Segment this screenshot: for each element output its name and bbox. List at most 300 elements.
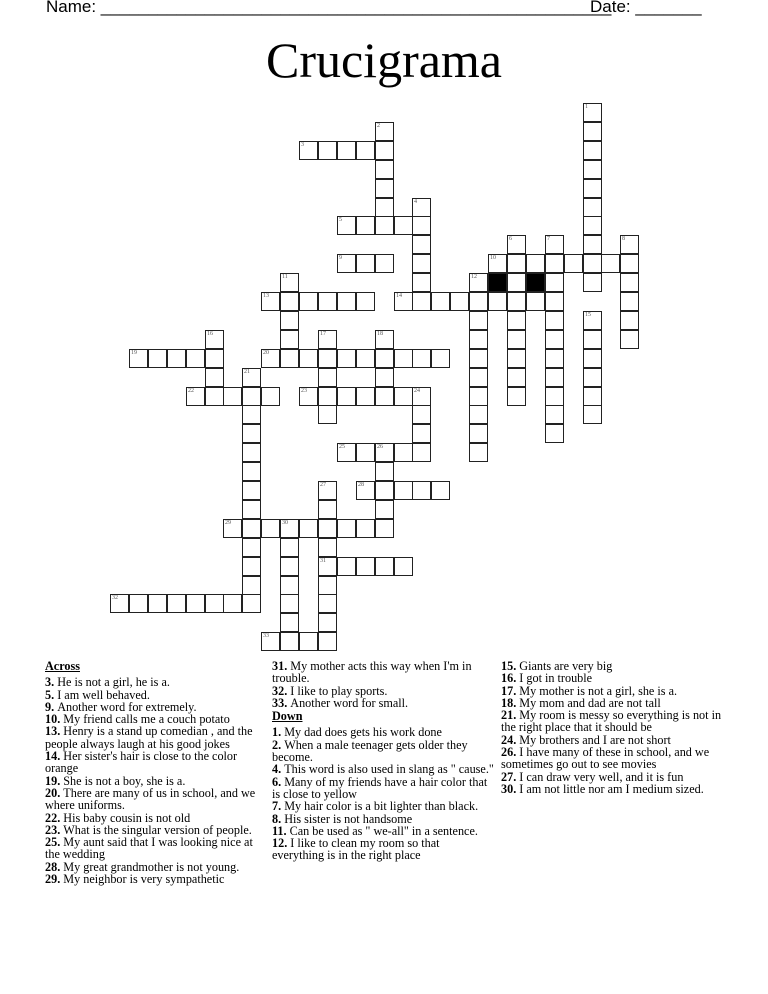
clue-number-label: 19. (45, 773, 64, 788)
grid-cell[interactable] (280, 519, 299, 538)
grid-cell[interactable] (620, 273, 639, 292)
grid-cell[interactable] (375, 368, 394, 387)
clue-number-label: 2. (272, 737, 285, 752)
grid-cell[interactable] (318, 387, 337, 406)
grid-cell[interactable] (242, 405, 261, 424)
clue-text: Another word for extremely. (57, 699, 197, 714)
clue-text: I can draw very well, and it is fun (519, 769, 684, 784)
grid-cell[interactable] (375, 160, 394, 179)
clue-number: 12 (471, 274, 477, 280)
clue-number: 11 (282, 274, 288, 280)
clue-number: 27 (320, 482, 326, 488)
grid-cell[interactable] (469, 292, 488, 311)
grid-cell[interactable] (242, 481, 261, 500)
grid-cell[interactable] (337, 443, 356, 462)
grid-cell[interactable] (545, 273, 564, 292)
clue-number: 29 (225, 520, 231, 526)
clue-number: 8 (622, 236, 625, 242)
grid-cell[interactable] (242, 557, 261, 576)
grid-cell[interactable] (583, 216, 602, 235)
clue-number: 30 (282, 520, 288, 526)
grid-cell[interactable] (469, 273, 488, 292)
grid-cell[interactable] (205, 594, 224, 613)
grid-cell[interactable] (545, 330, 564, 349)
grid-cell[interactable] (205, 349, 224, 368)
grid-cell[interactable] (583, 122, 602, 141)
grid-cell[interactable] (337, 519, 356, 538)
clue-text: My great grandmother is not young. (63, 859, 240, 874)
grid-cell[interactable] (620, 292, 639, 311)
clue-text: My mother is not a girl, she is a. (519, 683, 678, 698)
grid-cell[interactable] (412, 424, 431, 443)
grid-cell[interactable] (205, 387, 224, 406)
clue-number: 5 (339, 217, 342, 223)
grid-cell[interactable] (545, 254, 564, 273)
clue-text: He is not a girl, he is a. (57, 675, 170, 690)
clue-text: My hair color is a bit lighter than black. (284, 799, 479, 814)
grid-cell[interactable] (299, 349, 318, 368)
grid-cell[interactable] (507, 368, 526, 387)
clue-number: 3 (301, 142, 304, 148)
grid-cell[interactable] (375, 141, 394, 160)
grid-cell[interactable] (318, 405, 337, 424)
grid-cell[interactable] (186, 594, 205, 613)
grid-cell[interactable] (620, 330, 639, 349)
clue-number-label: 8. (272, 811, 285, 826)
grid-cell[interactable] (601, 254, 620, 273)
clue-number: 10 (490, 255, 496, 261)
grid-cell[interactable] (375, 349, 394, 368)
across-clue-list (45, 676, 267, 885)
grid-cell[interactable] (356, 254, 375, 273)
clue-item (45, 725, 267, 750)
across-clue-list-continued (272, 660, 494, 709)
black-square (488, 273, 507, 292)
clue-number-label: 7. (272, 799, 285, 814)
grid-cell[interactable] (507, 235, 526, 254)
date-field-label: Date: _______ (590, 0, 702, 16)
grid-cell[interactable] (337, 387, 356, 406)
clue-text: His baby cousin is not old (63, 810, 191, 825)
grid-cell[interactable] (375, 519, 394, 538)
clue-item (272, 660, 494, 685)
clue-number-label: 6. (272, 774, 285, 789)
clue-text: My neighbor is very sympathetic (63, 872, 225, 887)
clue-number-label: 3. (45, 675, 58, 690)
clue-number: 9 (339, 255, 342, 261)
grid-cell[interactable] (280, 538, 299, 557)
grid-cell[interactable] (318, 576, 337, 595)
clue-number: 1 (585, 104, 588, 110)
grid-cell[interactable] (545, 311, 564, 330)
clue-number-label: 33. (272, 695, 291, 710)
grid-cell[interactable] (507, 387, 526, 406)
grid-cell[interactable] (394, 216, 413, 235)
grid-cell[interactable] (583, 141, 602, 160)
grid-cell[interactable] (583, 160, 602, 179)
grid-cell[interactable] (318, 538, 337, 557)
clue-number: 7 (547, 236, 550, 242)
grid-cell[interactable] (469, 387, 488, 406)
grid-cell[interactable] (242, 519, 261, 538)
clue-text: What is the singular version of people. (63, 822, 252, 837)
clue-number: 21 (244, 369, 250, 375)
clue-number: 31 (320, 558, 326, 564)
grid-cell[interactable] (167, 594, 186, 613)
grid-cell[interactable] (583, 349, 602, 368)
grid-cell[interactable] (299, 519, 318, 538)
clue-number-label: 20. (45, 785, 64, 800)
clue-number-label: 18. (501, 695, 520, 710)
grid-cell[interactable] (280, 292, 299, 311)
clue-text: My room is messy so everything is not in the right place that it should be (501, 708, 722, 735)
clue-number: 18 (377, 331, 383, 337)
grid-cell[interactable] (261, 519, 280, 538)
clue-number: 25 (339, 444, 345, 450)
grid-cell[interactable] (318, 330, 337, 349)
grid-cell[interactable] (450, 292, 469, 311)
grid-cell[interactable] (583, 254, 602, 273)
grid-cell[interactable] (583, 387, 602, 406)
clue-number-label: 28. (45, 859, 64, 874)
grid-cell[interactable] (488, 292, 507, 311)
grid-cell[interactable] (280, 273, 299, 292)
clue-item (501, 709, 729, 734)
clue-number-label: 29. (45, 872, 64, 887)
grid-cell[interactable] (394, 387, 413, 406)
grid-cell[interactable] (318, 481, 337, 500)
clue-item (501, 746, 729, 771)
grid-cell[interactable] (318, 557, 337, 576)
clue-number: 19 (131, 350, 137, 356)
grid-cell[interactable] (261, 292, 280, 311)
grid-cell[interactable] (375, 481, 394, 500)
grid-cell[interactable] (129, 594, 148, 613)
clue-item (45, 750, 267, 775)
clues-column-3 (501, 660, 729, 795)
clue-number: 13 (263, 293, 269, 299)
grid-cell[interactable] (507, 349, 526, 368)
clue-number-label: 24. (501, 732, 520, 747)
grid-cell[interactable] (242, 424, 261, 443)
grid-cell[interactable] (412, 198, 431, 217)
grid-cell[interactable] (545, 387, 564, 406)
grid-cell[interactable] (261, 349, 280, 368)
grid-cell[interactable] (167, 349, 186, 368)
clue-text: I have many of these in school, and we sometimes go out to see movies (501, 745, 710, 772)
grid-cell[interactable] (299, 632, 318, 651)
grid-cell[interactable] (356, 387, 375, 406)
grid-cell[interactable] (318, 632, 337, 651)
grid-cell[interactable] (318, 613, 337, 632)
clue-item (272, 776, 494, 801)
clue-text: Another word for small. (290, 695, 409, 710)
grid-cell[interactable] (242, 594, 261, 613)
grid-cell[interactable] (356, 557, 375, 576)
clue-text: Can be used as " we-all" in a sentence. (289, 823, 478, 838)
clue-number: 15 (585, 312, 591, 318)
grid-cell[interactable] (545, 349, 564, 368)
clue-number-label: 23. (45, 822, 64, 837)
grid-cell[interactable] (469, 424, 488, 443)
grid-cell[interactable] (394, 557, 413, 576)
grid-cell[interactable] (412, 216, 431, 235)
grid-cell[interactable] (583, 198, 602, 217)
grid-cell[interactable] (507, 292, 526, 311)
clue-number: 33 (263, 633, 269, 639)
grid-cell[interactable] (431, 349, 450, 368)
grid-cell[interactable] (223, 387, 242, 406)
grid-cell[interactable] (507, 273, 526, 292)
clues-column-1 (45, 660, 267, 885)
grid-cell[interactable] (412, 481, 431, 500)
grid-cell[interactable] (583, 103, 602, 122)
across-heading: Across (45, 659, 80, 673)
grid-cell[interactable] (431, 292, 450, 311)
grid-cell[interactable] (356, 292, 375, 311)
clue-text: My friend calls me a couch potato (63, 712, 230, 727)
page-title: Crucigrama (265, 32, 502, 88)
clue-number: 24 (414, 388, 420, 394)
grid-cell[interactable] (583, 179, 602, 198)
grid-cell[interactable] (261, 387, 280, 406)
grid-cell[interactable] (318, 368, 337, 387)
grid-cell[interactable] (261, 632, 280, 651)
grid-cell[interactable] (280, 557, 299, 576)
grid-cell[interactable] (469, 330, 488, 349)
grid-cell[interactable] (337, 557, 356, 576)
grid-cell[interactable] (129, 349, 148, 368)
grid-cell[interactable] (375, 254, 394, 273)
grid-cell[interactable] (394, 481, 413, 500)
clue-item (272, 697, 494, 709)
clue-number-label: 17. (501, 683, 520, 698)
name-field-label: Name: ______________________________________________________ (46, 0, 612, 16)
grid-cell[interactable] (318, 500, 337, 519)
grid-cell[interactable] (394, 292, 413, 311)
grid-cell[interactable] (242, 368, 261, 387)
grid-cell[interactable] (299, 292, 318, 311)
clue-number: 23 (301, 388, 307, 394)
clue-item (501, 783, 729, 795)
grid-cell[interactable] (280, 349, 299, 368)
grid-cell[interactable] (412, 292, 431, 311)
grid-cell[interactable] (318, 594, 337, 613)
grid-cell[interactable] (412, 387, 431, 406)
clue-text: My brothers and I are not short (519, 732, 671, 747)
grid-cell[interactable] (412, 254, 431, 273)
clue-number: 2 (377, 123, 380, 129)
clue-text: I like to play sports. (290, 683, 388, 698)
grid-cell[interactable] (545, 424, 564, 443)
grid-cell[interactable] (469, 311, 488, 330)
grid-cell[interactable] (583, 330, 602, 349)
grid-cell[interactable] (469, 368, 488, 387)
grid-cell[interactable] (242, 462, 261, 481)
grid-cell[interactable] (375, 500, 394, 519)
clue-item (45, 836, 267, 861)
grid-cell[interactable] (412, 273, 431, 292)
grid-cell[interactable] (299, 387, 318, 406)
grid-cell[interactable] (375, 462, 394, 481)
grid-cell[interactable] (148, 594, 167, 613)
clue-text: My dad does gets his work done (284, 725, 442, 740)
clue-number: 26 (377, 444, 383, 450)
clue-text: I like to clean my room so that everything is in the right place (272, 836, 440, 863)
clue-number-label: 1. (272, 725, 285, 740)
clue-item (45, 873, 267, 885)
clue-number: 17 (320, 331, 326, 337)
clue-text: My aunt said that I was looking nice at the wedding (45, 835, 253, 862)
grid-cell[interactable] (337, 292, 356, 311)
grid-cell[interactable] (356, 443, 375, 462)
grid-cell[interactable] (205, 330, 224, 349)
grid-cell[interactable] (375, 330, 394, 349)
grid-cell[interactable] (412, 349, 431, 368)
grid-cell[interactable] (583, 235, 602, 254)
grid-cell[interactable] (375, 122, 394, 141)
grid-cell[interactable] (356, 141, 375, 160)
clue-text: Giants are very big (519, 659, 613, 673)
grid-cell[interactable] (469, 349, 488, 368)
grid-cell[interactable] (280, 311, 299, 330)
grid-cell[interactable] (318, 349, 337, 368)
grid-cell[interactable] (526, 254, 545, 273)
grid-cell[interactable] (620, 311, 639, 330)
clue-text: She is not a boy, she is a. (63, 773, 186, 788)
clue-number-label: 27. (501, 769, 520, 784)
grid-cell[interactable] (356, 519, 375, 538)
grid-cell[interactable] (375, 198, 394, 217)
clue-item (45, 787, 267, 812)
grid-cell[interactable] (620, 254, 639, 273)
grid-cell[interactable] (280, 576, 299, 595)
grid-cell[interactable] (337, 141, 356, 160)
clue-number-label: 31. (272, 659, 291, 673)
clue-number-label: 12. (272, 836, 291, 851)
grid-cell[interactable] (280, 632, 299, 651)
grid-cell[interactable] (337, 254, 356, 273)
grid-cell[interactable] (469, 443, 488, 462)
down-clue-list-continued (501, 660, 729, 795)
grid-cell[interactable] (507, 330, 526, 349)
clue-number-label: 15. (501, 659, 520, 673)
clue-text: There are many of us in school, and we where uniforms. (45, 785, 256, 813)
grid-cell[interactable] (526, 292, 545, 311)
clue-number: 22 (188, 388, 194, 394)
grid-cell[interactable] (186, 387, 205, 406)
clue-number: 28 (358, 482, 364, 488)
grid-cell[interactable] (223, 594, 242, 613)
grid-cell[interactable] (375, 179, 394, 198)
grid-cell[interactable] (583, 273, 602, 292)
clue-text: When a male teenager gets older they become. (272, 737, 468, 765)
grid-cell[interactable] (583, 311, 602, 330)
grid-cell[interactable] (431, 481, 450, 500)
clue-text: I am not little nor am I medium sized. (519, 781, 704, 796)
grid-cell[interactable] (242, 500, 261, 519)
grid-cell[interactable] (186, 349, 205, 368)
grid-cell[interactable] (375, 387, 394, 406)
grid-cell[interactable] (280, 613, 299, 632)
clue-number: 20 (263, 350, 269, 356)
grid-cell[interactable] (356, 481, 375, 500)
clue-number-label: 14. (45, 749, 64, 764)
grid-cell[interactable] (356, 216, 375, 235)
clue-text: My mom and dad are not tall (519, 695, 661, 710)
grid-cell[interactable] (583, 368, 602, 387)
grid-cell[interactable] (318, 141, 337, 160)
clue-number-label: 16. (501, 671, 520, 686)
grid-cell[interactable] (488, 254, 507, 273)
grid-cell[interactable] (375, 216, 394, 235)
grid-cell[interactable] (318, 292, 337, 311)
grid-cell[interactable] (545, 405, 564, 424)
clue-text: Many of my friends have a hair color that is close to yellow (272, 774, 488, 801)
grid-cell[interactable] (507, 311, 526, 330)
clue-item (272, 739, 494, 764)
grid-cell[interactable] (469, 405, 488, 424)
grid-cell[interactable] (337, 349, 356, 368)
clue-text: I am well behaved. (57, 687, 150, 702)
clue-text: I got in trouble (519, 671, 593, 686)
grid-cell[interactable] (375, 557, 394, 576)
grid-cell[interactable] (507, 254, 526, 273)
grid-cell[interactable] (564, 254, 583, 273)
grid-cell[interactable] (242, 387, 261, 406)
down-clue-list (272, 726, 494, 861)
grid-cell[interactable] (337, 216, 356, 235)
grid-cell[interactable] (545, 235, 564, 254)
grid-cell[interactable] (412, 405, 431, 424)
grid-cell[interactable] (223, 519, 242, 538)
grid-cell[interactable] (280, 594, 299, 613)
grid-cell[interactable] (545, 368, 564, 387)
grid-cell[interactable] (299, 141, 318, 160)
grid-cell[interactable] (356, 349, 375, 368)
grid-cell[interactable] (242, 538, 261, 557)
clue-number: 14 (396, 293, 402, 299)
grid-cell[interactable] (110, 594, 129, 613)
clue-number: 4 (414, 199, 417, 205)
grid-cell[interactable] (375, 443, 394, 462)
grid-cell[interactable] (242, 443, 261, 462)
black-square (526, 273, 545, 292)
grid-cell[interactable] (394, 443, 413, 462)
clue-number: 16 (207, 331, 213, 337)
grid-cell[interactable] (412, 443, 431, 462)
grid-cell[interactable] (205, 368, 224, 387)
clue-number-label: 26. (501, 745, 520, 760)
grid-cell[interactable] (620, 235, 639, 254)
grid-cell[interactable] (318, 519, 337, 538)
clue-text: Her sister's hair is close to the color orange (45, 749, 238, 776)
grid-cell[interactable] (412, 235, 431, 254)
grid-cell[interactable] (545, 292, 564, 311)
grid-cell[interactable] (148, 349, 167, 368)
clue-number: 32 (112, 595, 118, 601)
clue-number-label: 21. (501, 708, 520, 723)
clue-text: This word is also used in slang as " cause." (284, 762, 494, 777)
clue-text: My mother acts this way when I'm in trouble. (272, 659, 472, 686)
clue-number-label: 30. (501, 781, 520, 796)
grid-cell[interactable] (242, 576, 261, 595)
clue-item (272, 837, 494, 862)
clue-text: Henry is a stand up comedian , and the people always laugh at his good jokes (45, 724, 253, 751)
grid-cell[interactable] (583, 405, 602, 424)
grid-cell[interactable] (394, 349, 413, 368)
grid-cell[interactable] (280, 330, 299, 349)
